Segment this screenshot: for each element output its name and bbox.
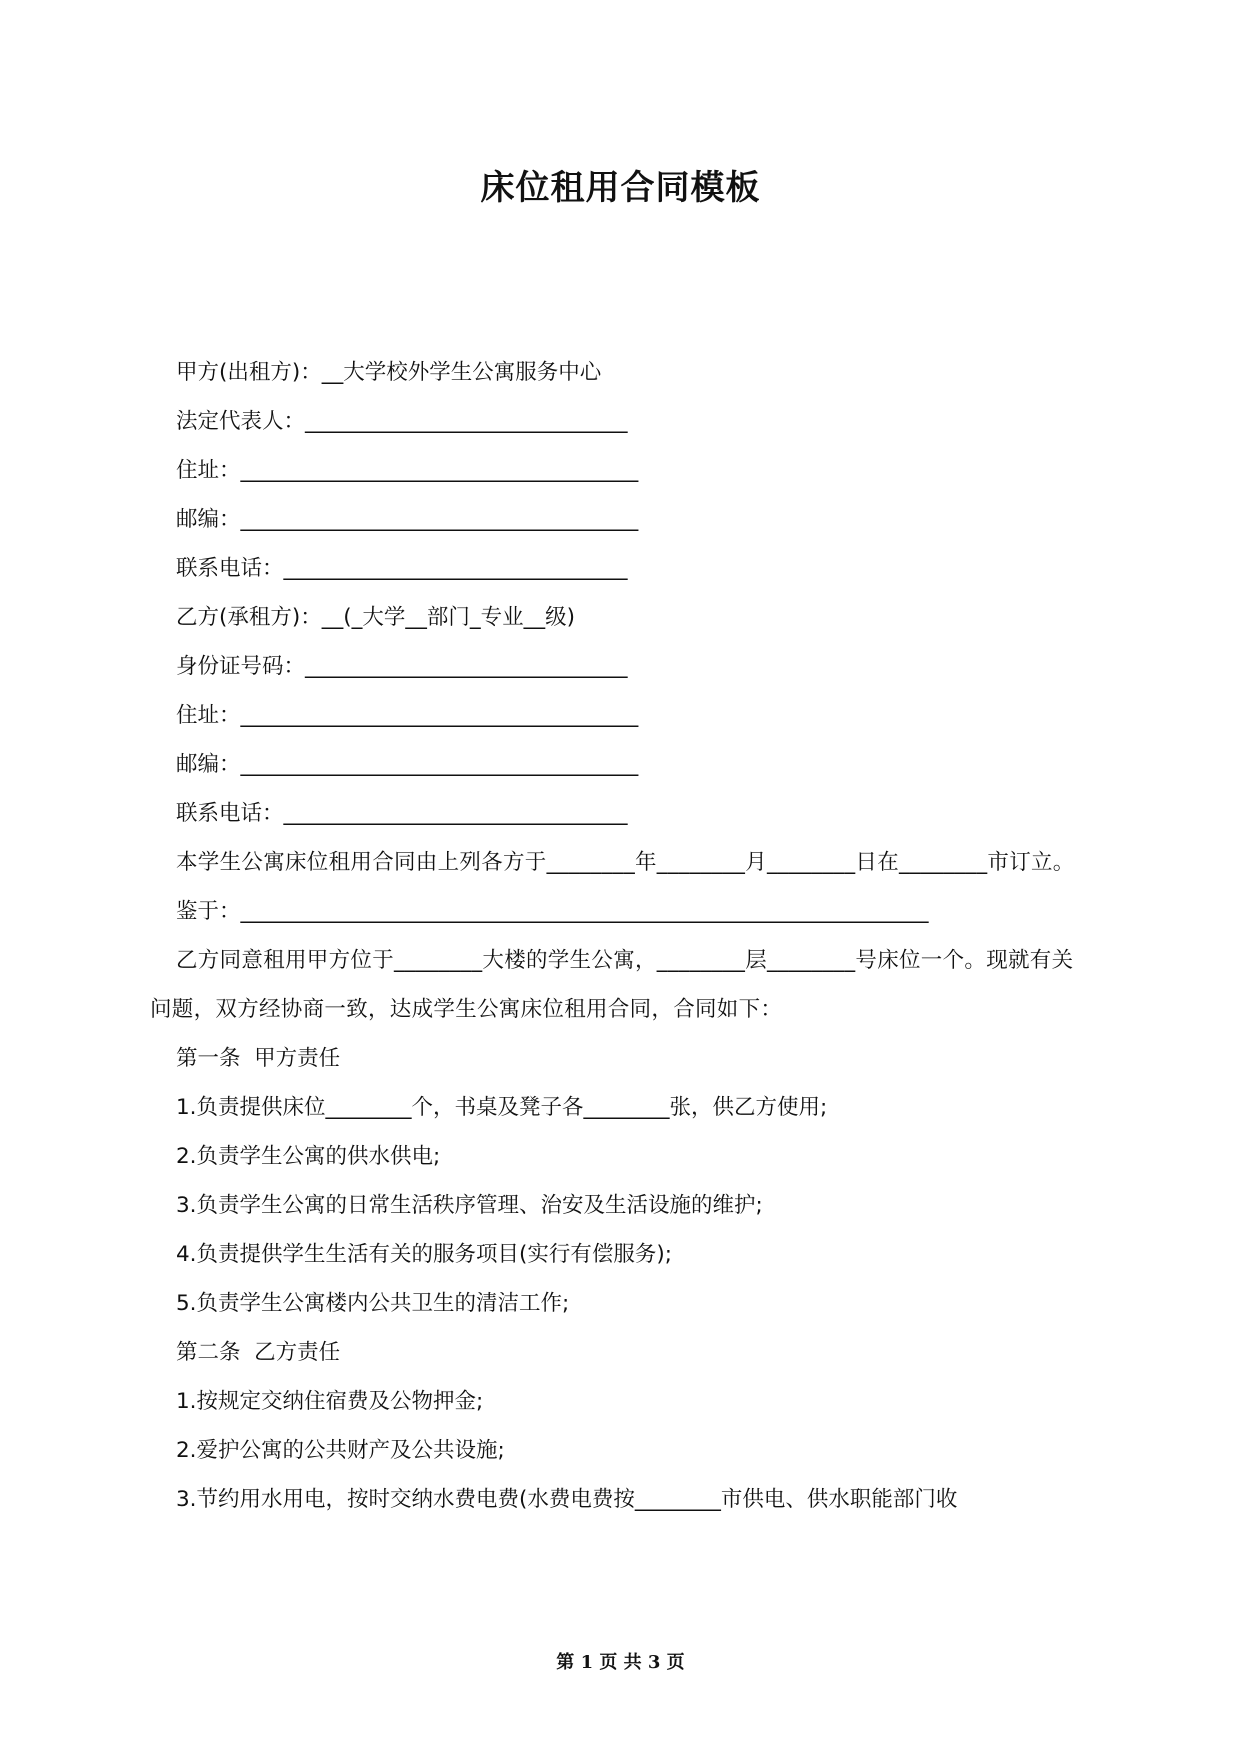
whereas-line: 鉴于：________________________________________________________________ [176, 899, 929, 924]
page-number-footer: 第 1 页 共 3 页 [556, 1652, 685, 1673]
article-1-item: 2.负责学生公寓的供水供电; [176, 1144, 441, 1169]
party-b-phone-line: 联系电话：________________________________ [176, 801, 628, 826]
contract-body [150, 348, 1091, 1524]
article-2-item: 2.爱护公寓的公共财产及公共设施; [176, 1438, 505, 1463]
party-a-address-line: 住址：_____________________________________ [176, 458, 639, 483]
article-2-item: 3.节约用水用电，按时交纳水费电费(水费电费按________市供电、供水职能部门收 [176, 1487, 958, 1512]
article-1-item: 1.负责提供床位________个，书桌及凳子各________张，供乙方使用; [176, 1095, 828, 1120]
party-a-line: 甲方(出租方)：__大学校外学生公寓服务中心 [176, 360, 602, 385]
article-1-item: 3.负责学生公寓的日常生活秩序管理、治安及生活设施的维护; [176, 1193, 763, 1218]
article-1-heading: 第一条 甲方责任 [176, 1046, 341, 1071]
party-b-line: 乙方(承租方)：__(_大学__部门_专业__级) [176, 605, 576, 630]
agreement-paragraph: 乙方同意租用甲方位于________大楼的学生公寓，________层________号床位一个。现就有关问题，双方经协商一致，达成学生公寓床位租用合同，合同如下： [150, 948, 1074, 1022]
article-2-item: 1.按规定交纳住宿费及公物押金; [176, 1389, 484, 1414]
party-b-id-line: 身份证号码：______________________________ [176, 654, 628, 679]
party-b-postcode-line: 邮编：_____________________________________ [176, 752, 639, 777]
article-1-item: 5.负责学生公寓楼内公共卫生的清洁工作; [176, 1291, 570, 1316]
intro-paragraph: 本学生公寓床位租用合同由上列各方于________年________月________日在________市订立。 [176, 850, 1075, 875]
party-b-address-line: 住址：_____________________________________ [176, 703, 639, 728]
page-title: 床位租用合同模板 [480, 168, 761, 208]
party-a-phone-line: 联系电话：________________________________ [176, 556, 628, 581]
article-2-heading: 第二条 乙方责任 [176, 1340, 341, 1365]
party-a-legal-rep-line: 法定代表人：______________________________ [176, 409, 628, 434]
article-1-item: 4.负责提供学生生活有关的服务项目(实行有偿服务); [176, 1242, 673, 1267]
party-a-postcode-line: 邮编：_____________________________________ [176, 507, 639, 532]
